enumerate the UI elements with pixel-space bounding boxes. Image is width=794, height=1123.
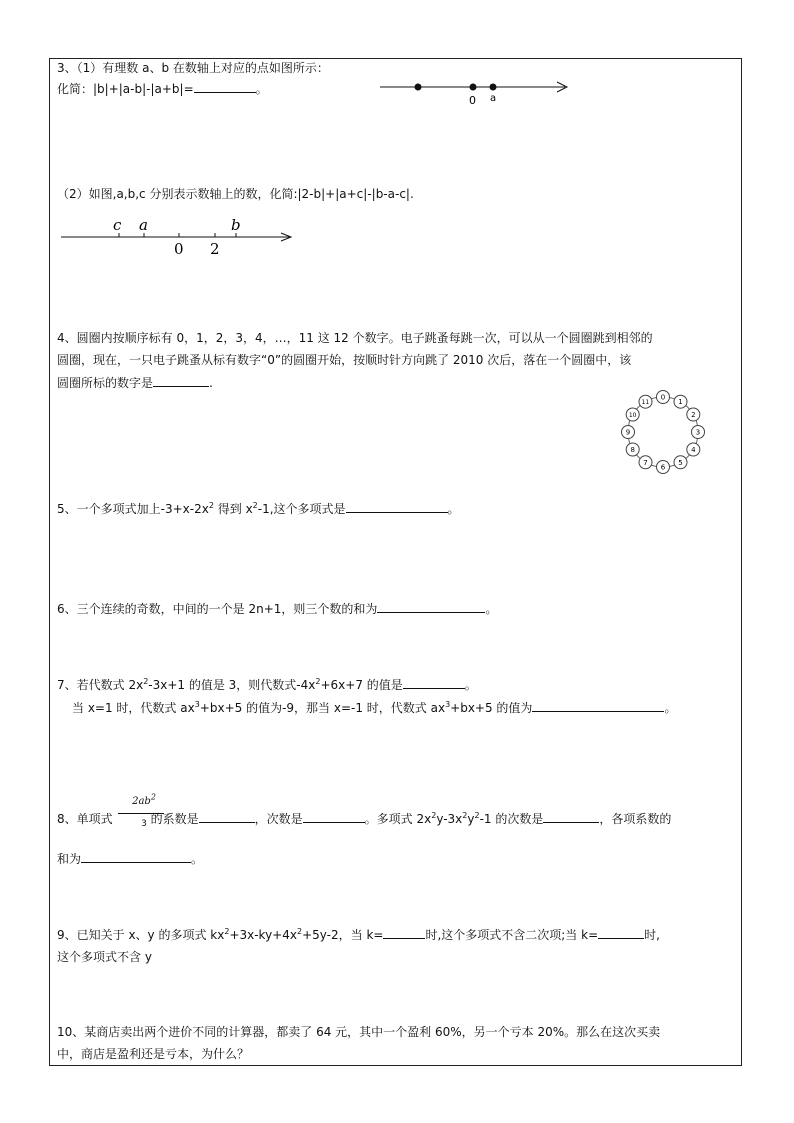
q9-line1: 9、已知关于 x、y 的多项式 $kx^2+3x-ky+4x^2+5y-2$，当 k= 时,这个多项式不含二次项;当 k= 时, — [57, 927, 660, 942]
number-line-2 — [57, 212, 297, 258]
q9-line2: 这个多项式不含 y — [57, 950, 152, 964]
point-zero — [470, 84, 477, 91]
ring-circle-9 — [622, 426, 635, 439]
ring-label-10: 10 — [628, 412, 637, 419]
ring-label-1: 1 — [678, 398, 683, 407]
q3-part1-line2: 化简：|b|+|a-b|-|a+b|= 。 — [57, 82, 268, 96]
q6-text: 6、三个连续的奇数，中间的一个是 2n+1，则三个数的和为 。 — [57, 602, 498, 616]
point-a — [490, 84, 497, 91]
ring-label-9: 9 — [625, 428, 631, 437]
zero-label: 0 — [469, 94, 476, 106]
ring-path — [625, 397, 701, 467]
q3-part1-line1: 3、（1）有理数 a、b 在数轴上对应的点如图所示： — [57, 61, 329, 75]
point-b — [415, 84, 422, 91]
ring-circle-0 — [657, 391, 670, 404]
q4-line2: 圆圈，现在，一只电子跳蚤从标有数字“0”的圆圈开始，按顺时针方向跳了 2010 次后，落在一个圆圈中，该 — [57, 353, 632, 367]
ring-circle-8 — [626, 443, 639, 456]
q5-text: 5、一个多项式加上$-3+x-2x^2$ 得到 $x^2-1$,这个多项式是 。 — [57, 501, 460, 516]
ring-circle-3 — [692, 426, 705, 439]
c-label: c — [113, 216, 122, 234]
a2-label: a — [139, 216, 148, 234]
q3-part2: （2）如图,a,b,c 分别表示数轴上的数，化简:|2-b|+|a+c|-|b-a-c|. — [57, 187, 414, 201]
circle-ring-figure — [618, 390, 708, 476]
q4-line3: 圆圈所标的数字是 . — [57, 376, 213, 390]
ring-label-5: 5 — [678, 458, 683, 467]
ring-label-7: 7 — [643, 458, 648, 467]
zero2-label: 0 — [174, 240, 184, 258]
ring-label-4: 4 — [691, 446, 696, 454]
q10-line2: 中，商店是盈利还是亏本，为什么？ — [57, 1047, 250, 1061]
b-label: b — [231, 216, 241, 234]
ring-circle-4 — [687, 443, 700, 456]
number-line-1 — [375, 76, 575, 106]
q7-line2: 当 x=1 时，代数式 $ax^3+bx+5$ 的值为-9，那当 x=-1 时，代数式 $ax^3+bx+5$ 的值为 。 — [72, 700, 677, 715]
ring-circle-5 — [674, 456, 687, 469]
ring-label-8: 8 — [630, 446, 635, 454]
ring-label-0: 0 — [660, 393, 666, 402]
ring-circle-1 — [674, 395, 687, 408]
q8-fraction: $2ab^2$ 3 — [126, 796, 162, 830]
a-label: a — [490, 93, 497, 104]
ring-circle-7 — [639, 456, 652, 469]
ring-label-3: 3 — [695, 428, 701, 437]
q7-line1: 7、若代数式 $2x^2-3x+1$ 的值是 3，则代数式$-4x^2+6x+7$ 的值是 。 — [57, 677, 477, 692]
two-label: 2 — [210, 240, 220, 258]
ring-label-11: 11 — [641, 399, 650, 407]
ring-circle-6 — [657, 461, 670, 474]
ring-circle-10 — [626, 408, 639, 421]
q8-line2: 和为 。 — [57, 852, 204, 866]
q8-line1: 8、单项式 的系数是 ，次数是 。多项式 $2x^2y-3x^2y^2-1$ 的次数是 ，各项系数的 — [57, 811, 672, 826]
ring-label-2: 2 — [691, 411, 696, 419]
ring-circle-2 — [687, 408, 700, 421]
ring-circle-11 — [639, 395, 652, 408]
ring-label-6: 6 — [660, 463, 666, 472]
q10-line1: 10、某商店卖出两个进价不同的计算器，都卖了 64 元，其中一个盈利 60%，另一个亏本 20%。那么在这次买卖 — [57, 1025, 661, 1039]
worksheet-frame — [49, 58, 742, 1066]
q4-line1: 4、圆圈内按顺序标有 0，1，2，3，4，…，11 这 12 个数字。电子跳蚤每跳一次，可以从一个圆圈跳到相邻的 — [57, 331, 653, 345]
